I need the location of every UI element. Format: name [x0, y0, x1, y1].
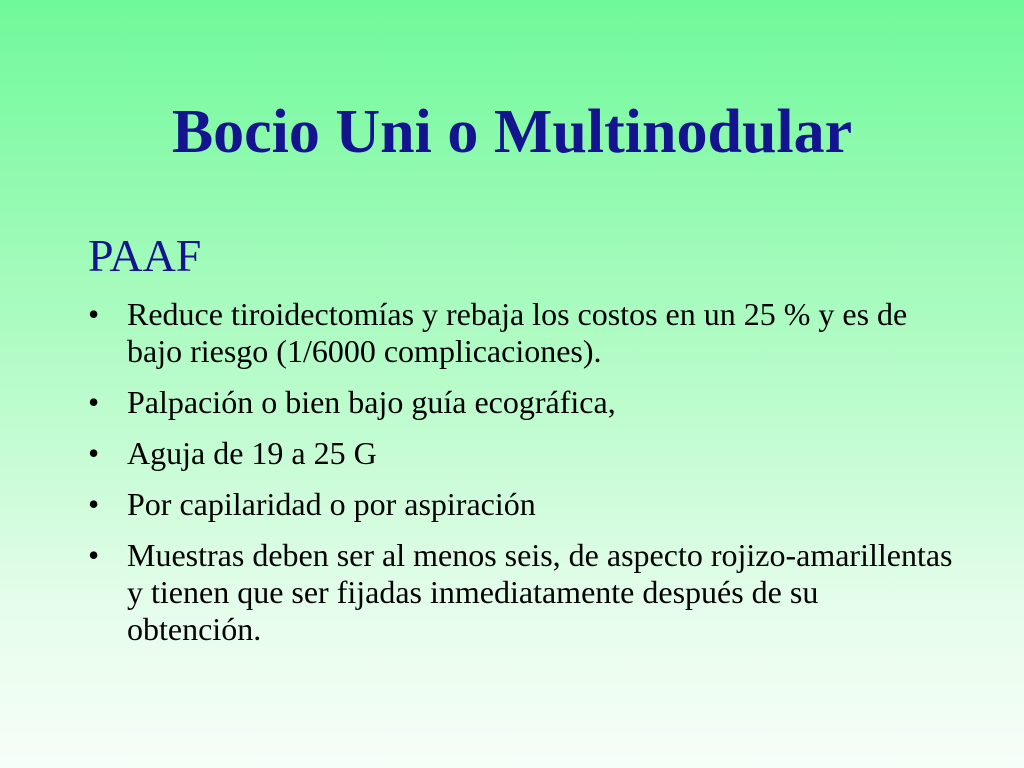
- bullet-icon: •: [88, 435, 100, 471]
- bullet-list: [88, 296, 958, 662]
- bullet-text: Palpación o bien bajo guía ecográfica,: [127, 384, 616, 420]
- bullet-text: Reduce tiroidectomías y rebaja los costos en un 25 % y es de bajo riesgo (1/6000 complicaciones).: [127, 296, 908, 369]
- slide-title: Bocio Uni o Multinodular: [171, 98, 853, 166]
- list-item: [88, 435, 958, 472]
- list-item: [88, 537, 958, 648]
- bullet-text: Por capilaridad o por aspiración: [127, 486, 536, 522]
- list-item: [88, 486, 958, 523]
- bullet-text: Muestras deben ser al menos seis, de aspecto rojizo-amarillentas y tienen que ser fijadas inmediatamente después de su obtención.: [127, 537, 953, 647]
- list-item: [88, 384, 958, 421]
- bullet-text: Aguja de 19 a 25 G: [127, 435, 377, 471]
- bullet-icon: •: [88, 384, 100, 420]
- bullet-icon: •: [88, 296, 100, 332]
- slide-subheading: PAAF: [88, 230, 202, 281]
- bullet-icon: •: [88, 486, 100, 522]
- bullet-icon: •: [88, 537, 100, 573]
- list-item: [88, 296, 958, 370]
